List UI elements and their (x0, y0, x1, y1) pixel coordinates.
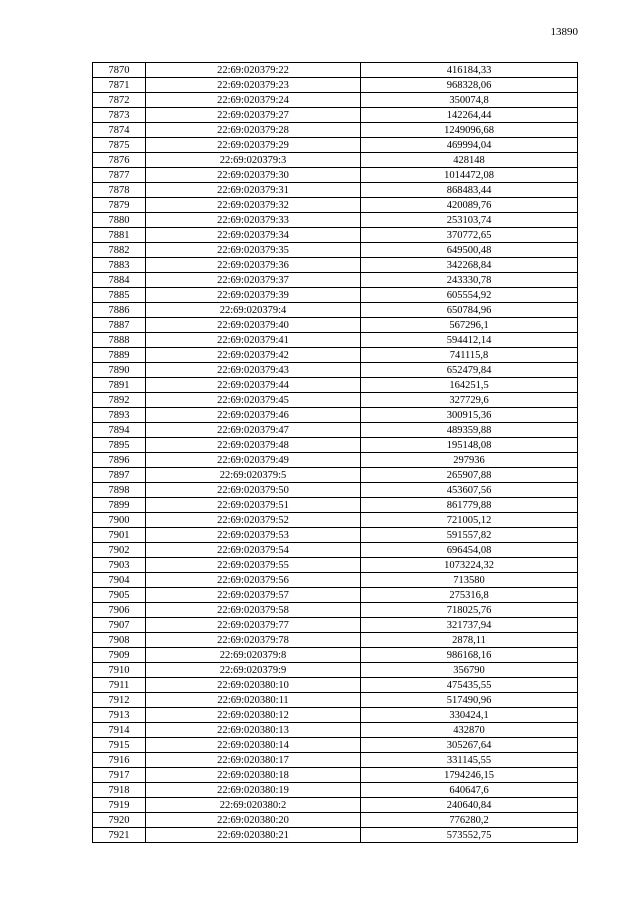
cadastral-number-cell: 22:69:020380:19 (146, 783, 361, 798)
value-cell: 350074,8 (361, 93, 578, 108)
row-number-cell: 7902 (93, 543, 146, 558)
table-row (93, 708, 578, 723)
value-cell: 453607,56 (361, 483, 578, 498)
table-row (93, 768, 578, 783)
row-number-cell: 7907 (93, 618, 146, 633)
registry-table-body (93, 63, 578, 843)
row-number-cell: 7904 (93, 573, 146, 588)
table-row (93, 468, 578, 483)
cadastral-number-cell: 22:69:020380:21 (146, 828, 361, 843)
row-number-cell: 7882 (93, 243, 146, 258)
cadastral-number-cell: 22:69:020379:49 (146, 453, 361, 468)
row-number-cell: 7876 (93, 153, 146, 168)
table-row (93, 243, 578, 258)
cadastral-number-cell: 22:69:020379:42 (146, 348, 361, 363)
table-row (93, 393, 578, 408)
row-number-cell: 7889 (93, 348, 146, 363)
row-number-cell: 7874 (93, 123, 146, 138)
cadastral-number-cell: 22:69:020379:45 (146, 393, 361, 408)
cadastral-number-cell: 22:69:020379:37 (146, 273, 361, 288)
table-row (93, 723, 578, 738)
row-number-cell: 7901 (93, 528, 146, 543)
row-number-cell: 7897 (93, 468, 146, 483)
table-row (93, 378, 578, 393)
table-row (93, 513, 578, 528)
value-cell: 356790 (361, 663, 578, 678)
value-cell: 240640,84 (361, 798, 578, 813)
value-cell: 696454,08 (361, 543, 578, 558)
row-number-cell: 7890 (93, 363, 146, 378)
table-row (93, 168, 578, 183)
table-row (93, 288, 578, 303)
value-cell: 489359,88 (361, 423, 578, 438)
row-number-cell: 7903 (93, 558, 146, 573)
cadastral-number-cell: 22:69:020379:52 (146, 513, 361, 528)
value-cell: 594412,14 (361, 333, 578, 348)
row-number-cell: 7915 (93, 738, 146, 753)
row-number-cell: 7894 (93, 423, 146, 438)
row-number-cell: 7916 (93, 753, 146, 768)
table-row (93, 693, 578, 708)
cadastral-number-cell: 22:69:020379:57 (146, 588, 361, 603)
cadastral-number-cell: 22:69:020379:31 (146, 183, 361, 198)
row-number-cell: 7906 (93, 603, 146, 618)
row-number-cell: 7878 (93, 183, 146, 198)
row-number-cell: 7909 (93, 648, 146, 663)
cadastral-number-cell: 22:69:020379:51 (146, 498, 361, 513)
row-number-cell: 7888 (93, 333, 146, 348)
table-row (93, 678, 578, 693)
cadastral-number-cell: 22:69:020379:78 (146, 633, 361, 648)
row-number-cell: 7892 (93, 393, 146, 408)
value-cell: 1073224,32 (361, 558, 578, 573)
table-row (93, 483, 578, 498)
value-cell: 776280,2 (361, 813, 578, 828)
table-row (93, 438, 578, 453)
cadastral-number-cell: 22:69:020379:33 (146, 213, 361, 228)
value-cell: 591557,82 (361, 528, 578, 543)
row-number-cell: 7883 (93, 258, 146, 273)
cadastral-number-cell: 22:69:020379:8 (146, 648, 361, 663)
row-number-cell: 7917 (93, 768, 146, 783)
row-number-cell: 7920 (93, 813, 146, 828)
row-number-cell: 7918 (93, 783, 146, 798)
value-cell: 1249096,68 (361, 123, 578, 138)
table-row (93, 213, 578, 228)
cadastral-number-cell: 22:69:020379:77 (146, 618, 361, 633)
value-cell: 164251,5 (361, 378, 578, 393)
cadastral-number-cell: 22:69:020379:35 (146, 243, 361, 258)
cadastral-number-cell: 22:69:020379:4 (146, 303, 361, 318)
value-cell: 321737,94 (361, 618, 578, 633)
cadastral-number-cell: 22:69:020379:32 (146, 198, 361, 213)
cadastral-number-cell: 22:69:020380:12 (146, 708, 361, 723)
table-row (93, 363, 578, 378)
cadastral-number-cell: 22:69:020379:55 (146, 558, 361, 573)
row-number-cell: 7913 (93, 708, 146, 723)
table-row (93, 573, 578, 588)
row-number-cell: 7881 (93, 228, 146, 243)
row-number-cell: 7919 (93, 798, 146, 813)
cadastral-number-cell: 22:69:020379:5 (146, 468, 361, 483)
table-row (93, 618, 578, 633)
table-row (93, 753, 578, 768)
value-cell: 275316,8 (361, 588, 578, 603)
row-number-cell: 7871 (93, 78, 146, 93)
row-number-cell: 7908 (93, 633, 146, 648)
row-number-cell: 7914 (93, 723, 146, 738)
value-cell: 1794246,15 (361, 768, 578, 783)
table-row (93, 318, 578, 333)
row-number-cell: 7870 (93, 63, 146, 78)
value-cell: 327729,6 (361, 393, 578, 408)
value-cell: 300915,36 (361, 408, 578, 423)
value-cell: 968328,06 (361, 78, 578, 93)
table-row (93, 183, 578, 198)
row-number-cell: 7900 (93, 513, 146, 528)
value-cell: 649500,48 (361, 243, 578, 258)
table-row (93, 648, 578, 663)
value-cell: 640647,6 (361, 783, 578, 798)
cadastral-number-cell: 22:69:020379:46 (146, 408, 361, 423)
table-row (93, 453, 578, 468)
cadastral-number-cell: 22:69:020379:36 (146, 258, 361, 273)
row-number-cell: 7899 (93, 498, 146, 513)
value-cell: 567296,1 (361, 318, 578, 333)
table-row (93, 258, 578, 273)
table-row (93, 543, 578, 558)
row-number-cell: 7911 (93, 678, 146, 693)
value-cell: 416184,33 (361, 63, 578, 78)
page-number: 13890 (550, 26, 578, 38)
cadastral-number-cell: 22:69:020380:18 (146, 768, 361, 783)
cadastral-number-cell: 22:69:020379:9 (146, 663, 361, 678)
registry-table (92, 62, 578, 843)
table-row (93, 108, 578, 123)
cadastral-number-cell: 22:69:020379:56 (146, 573, 361, 588)
table-row (93, 558, 578, 573)
cadastral-number-cell: 22:69:020380:14 (146, 738, 361, 753)
value-cell: 253103,74 (361, 213, 578, 228)
cadastral-number-cell: 22:69:020380:17 (146, 753, 361, 768)
row-number-cell: 7893 (93, 408, 146, 423)
table-row (93, 198, 578, 213)
cadastral-number-cell: 22:69:020379:43 (146, 363, 361, 378)
value-cell: 243330,78 (361, 273, 578, 288)
cadastral-number-cell: 22:69:020379:30 (146, 168, 361, 183)
row-number-cell: 7884 (93, 273, 146, 288)
table-row (93, 423, 578, 438)
value-cell: 718025,76 (361, 603, 578, 618)
table-row (93, 603, 578, 618)
row-number-cell: 7886 (93, 303, 146, 318)
value-cell: 721005,12 (361, 513, 578, 528)
table-row (93, 303, 578, 318)
cadastral-number-cell: 22:69:020380:11 (146, 693, 361, 708)
table-row (93, 408, 578, 423)
table-row (93, 138, 578, 153)
row-number-cell: 7873 (93, 108, 146, 123)
value-cell: 420089,76 (361, 198, 578, 213)
row-number-cell: 7880 (93, 213, 146, 228)
table-row (93, 798, 578, 813)
table-row (93, 123, 578, 138)
row-number-cell: 7910 (93, 663, 146, 678)
cadastral-number-cell: 22:69:020379:39 (146, 288, 361, 303)
value-cell: 342268,84 (361, 258, 578, 273)
row-number-cell: 7895 (93, 438, 146, 453)
value-cell: 861779,88 (361, 498, 578, 513)
table-row (93, 333, 578, 348)
value-cell: 297936 (361, 453, 578, 468)
cadastral-number-cell: 22:69:020379:47 (146, 423, 361, 438)
value-cell: 517490,96 (361, 693, 578, 708)
table-row (93, 78, 578, 93)
table-row (93, 153, 578, 168)
cadastral-number-cell: 22:69:020380:2 (146, 798, 361, 813)
table-row (93, 663, 578, 678)
table-row (93, 498, 578, 513)
cadastral-number-cell: 22:69:020379:50 (146, 483, 361, 498)
row-number-cell: 7885 (93, 288, 146, 303)
value-cell: 741115,8 (361, 348, 578, 363)
row-number-cell: 7891 (93, 378, 146, 393)
cadastral-number-cell: 22:69:020379:44 (146, 378, 361, 393)
value-cell: 428148 (361, 153, 578, 168)
value-cell: 305267,64 (361, 738, 578, 753)
row-number-cell: 7877 (93, 168, 146, 183)
value-cell: 195148,08 (361, 438, 578, 453)
value-cell: 330424,1 (361, 708, 578, 723)
value-cell: 652479,84 (361, 363, 578, 378)
row-number-cell: 7879 (93, 198, 146, 213)
value-cell: 868483,44 (361, 183, 578, 198)
table-row (93, 813, 578, 828)
row-number-cell: 7887 (93, 318, 146, 333)
cadastral-number-cell: 22:69:020379:23 (146, 78, 361, 93)
cadastral-number-cell: 22:69:020380:20 (146, 813, 361, 828)
cadastral-number-cell: 22:69:020379:27 (146, 108, 361, 123)
cadastral-number-cell: 22:69:020379:48 (146, 438, 361, 453)
table-row (93, 783, 578, 798)
value-cell: 573552,75 (361, 828, 578, 843)
value-cell: 331145,55 (361, 753, 578, 768)
row-number-cell: 7898 (93, 483, 146, 498)
table-row (93, 633, 578, 648)
cadastral-number-cell: 22:69:020379:22 (146, 63, 361, 78)
cadastral-number-cell: 22:69:020379:34 (146, 228, 361, 243)
cadastral-number-cell: 22:69:020379:54 (146, 543, 361, 558)
cadastral-number-cell: 22:69:020379:40 (146, 318, 361, 333)
cadastral-number-cell: 22:69:020379:58 (146, 603, 361, 618)
value-cell: 469994,04 (361, 138, 578, 153)
value-cell: 650784,96 (361, 303, 578, 318)
table-row (93, 348, 578, 363)
table-row (93, 273, 578, 288)
value-cell: 605554,92 (361, 288, 578, 303)
value-cell: 370772,65 (361, 228, 578, 243)
cadastral-number-cell: 22:69:020379:29 (146, 138, 361, 153)
row-number-cell: 7905 (93, 588, 146, 603)
table-row (93, 93, 578, 108)
cadastral-number-cell: 22:69:020379:3 (146, 153, 361, 168)
value-cell: 432870 (361, 723, 578, 738)
table-row (93, 228, 578, 243)
cadastral-number-cell: 22:69:020380:10 (146, 678, 361, 693)
table-row (93, 738, 578, 753)
row-number-cell: 7912 (93, 693, 146, 708)
value-cell: 713580 (361, 573, 578, 588)
table-row (93, 828, 578, 843)
row-number-cell: 7875 (93, 138, 146, 153)
value-cell: 265907,88 (361, 468, 578, 483)
value-cell: 142264,44 (361, 108, 578, 123)
table-row (93, 528, 578, 543)
value-cell: 475435,55 (361, 678, 578, 693)
cadastral-number-cell: 22:69:020379:41 (146, 333, 361, 348)
value-cell: 986168,16 (361, 648, 578, 663)
value-cell: 1014472,08 (361, 168, 578, 183)
table-row (93, 588, 578, 603)
cadastral-number-cell: 22:69:020379:28 (146, 123, 361, 138)
row-number-cell: 7921 (93, 828, 146, 843)
row-number-cell: 7872 (93, 93, 146, 108)
cadastral-number-cell: 22:69:020379:24 (146, 93, 361, 108)
cadastral-number-cell: 22:69:020380:13 (146, 723, 361, 738)
row-number-cell: 7896 (93, 453, 146, 468)
table-row (93, 63, 578, 78)
value-cell: 2878,11 (361, 633, 578, 648)
cadastral-number-cell: 22:69:020379:53 (146, 528, 361, 543)
